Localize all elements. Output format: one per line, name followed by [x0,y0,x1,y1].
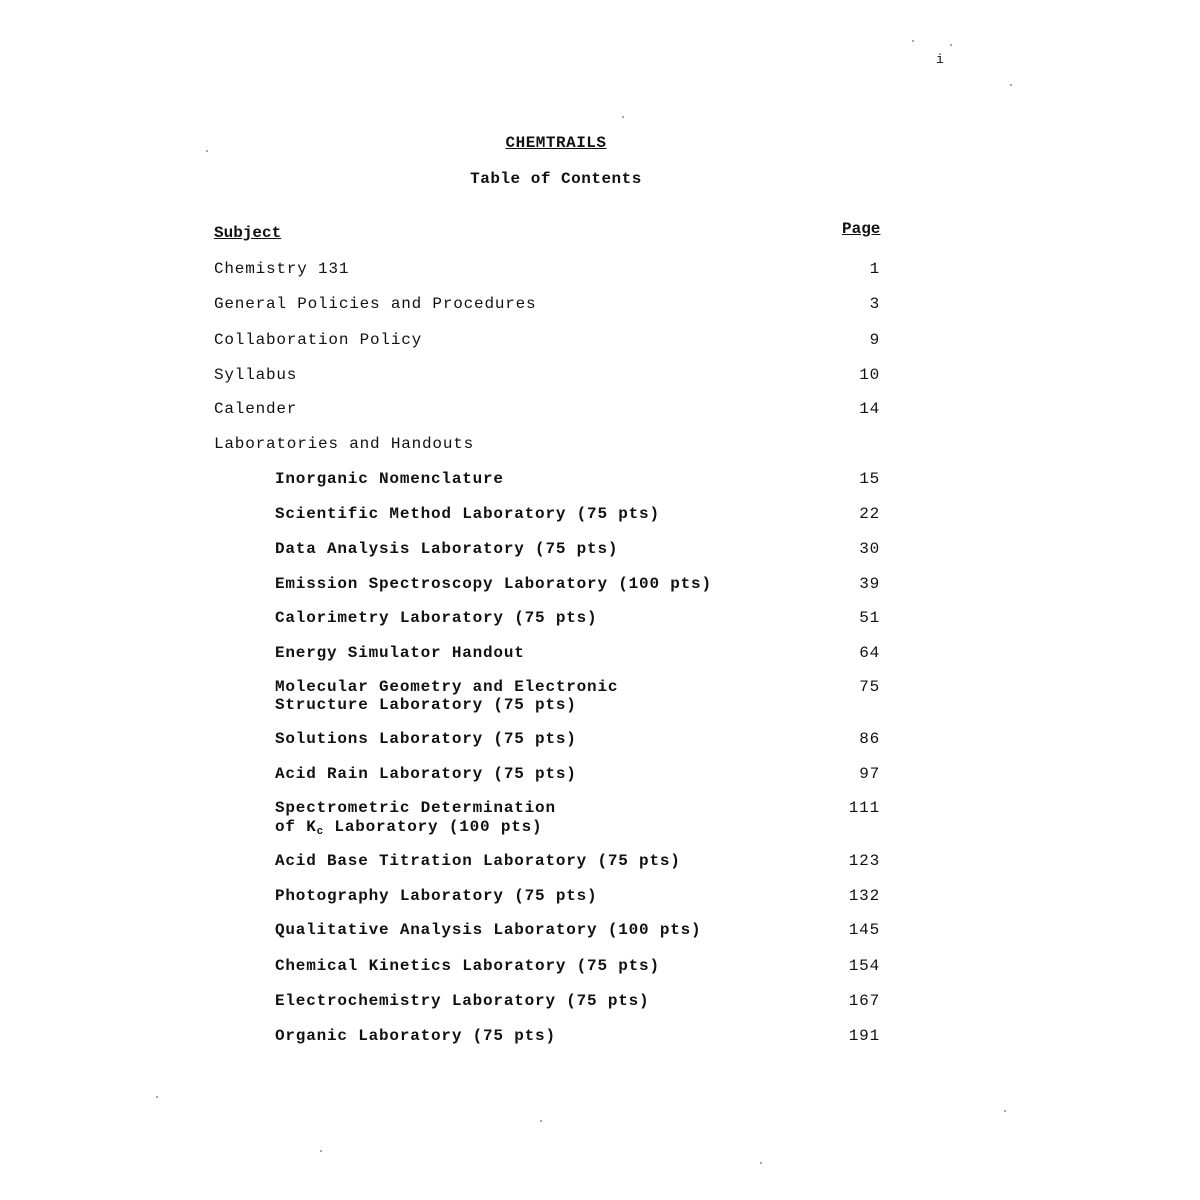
toc-entry-page: 15 [859,470,880,488]
label-post: Laboratory (100 pts) [324,818,543,836]
toc-entry-label: Syllabus [214,366,298,384]
toc-entry-page: 39 [859,575,880,593]
toc-entry-label: Acid Base Titration Laboratory (75 pts) [275,852,681,870]
toc-entry-label: Electrochemistry Laboratory (75 pts) [275,992,650,1010]
toc-entry-label: Data Analysis Laboratory (75 pts) [275,540,619,558]
toc-entry-page: 145 [848,921,880,939]
toc-entry-label: Laboratories and Handouts [214,435,475,453]
toc-entry-page: 97 [859,765,880,783]
column-header-subject: Subject [214,224,282,242]
scan-speck [206,150,208,152]
toc-entry-page: 154 [848,957,880,975]
toc-entry-page: 132 [848,887,880,905]
toc-entry-label: Chemistry 131 [214,260,350,278]
scan-speck [912,40,914,42]
toc-entry-page: 167 [848,992,880,1010]
scan-speck [156,1096,158,1098]
toc-entry-label: Calender [214,400,298,418]
toc-entry-page: 14 [859,400,880,418]
scan-speck [320,1150,322,1152]
toc-entry-page: 9 [869,331,880,349]
scan-speck [540,1120,542,1122]
scan-speck [1004,1110,1006,1112]
toc-entry-page: 191 [848,1027,880,1045]
toc-entry-label: Solutions Laboratory (75 pts) [275,730,577,748]
toc-entry-label: Scientific Method Laboratory (75 pts) [275,505,660,523]
toc-entry-label: Chemical Kinetics Laboratory (75 pts) [275,957,660,975]
toc-entry-page: 75 [859,678,880,696]
toc-entry-label-line2 [275,818,542,841]
toc-entry-label: Qualitative Analysis Laboratory (100 pts) [275,921,702,939]
toc-entry-page: 51 [859,609,880,627]
toc-entry-label: General Policies and Procedures [214,295,537,313]
toc-entry-page: 22 [859,505,880,523]
toc-entry-page: 86 [859,730,880,748]
scan-speck [1010,84,1012,86]
toc-entry-label: Photography Laboratory (75 pts) [275,887,598,905]
toc-entry-page: 1 [869,260,880,278]
column-header-page: Page [842,220,881,238]
toc-entry-page: 64 [859,644,880,662]
toc-entry-label: Inorganic Nomenclature [275,470,504,488]
toc-entry-label-line1: Spectrometric Determination [275,799,556,817]
toc-entry-page: 111 [848,799,880,817]
k-subscript: c [316,826,325,838]
document-title: CHEMTRAILS [505,134,607,152]
toc-entry-page: 30 [859,540,880,558]
toc-entry-label: Calorimetry Laboratory (75 pts) [275,609,598,627]
toc-entry-page: 10 [859,366,880,384]
toc-entry-label: Collaboration Policy [214,331,423,349]
toc-entry-page: 123 [848,852,880,870]
toc-entry-label: Emission Spectroscopy Laboratory (100 pts) [275,575,712,593]
label-pre: of K [275,818,317,836]
toc-entry-label: Organic Laboratory (75 pts) [275,1027,556,1045]
toc-entry-label: Energy Simulator Handout [275,644,525,662]
page-number: i [936,52,944,67]
scan-speck [622,116,624,118]
scan-speck [950,44,952,46]
toc-entry-label-line1: Molecular Geometry and Electronic [275,678,619,696]
toc-entry-label-line2: Structure Laboratory (75 pts) [275,696,577,714]
toc-entry-page: 3 [869,295,880,313]
document-subtitle: Table of Contents [470,170,642,188]
toc-entry-label: Acid Rain Laboratory (75 pts) [275,765,577,783]
scan-speck [760,1162,762,1164]
